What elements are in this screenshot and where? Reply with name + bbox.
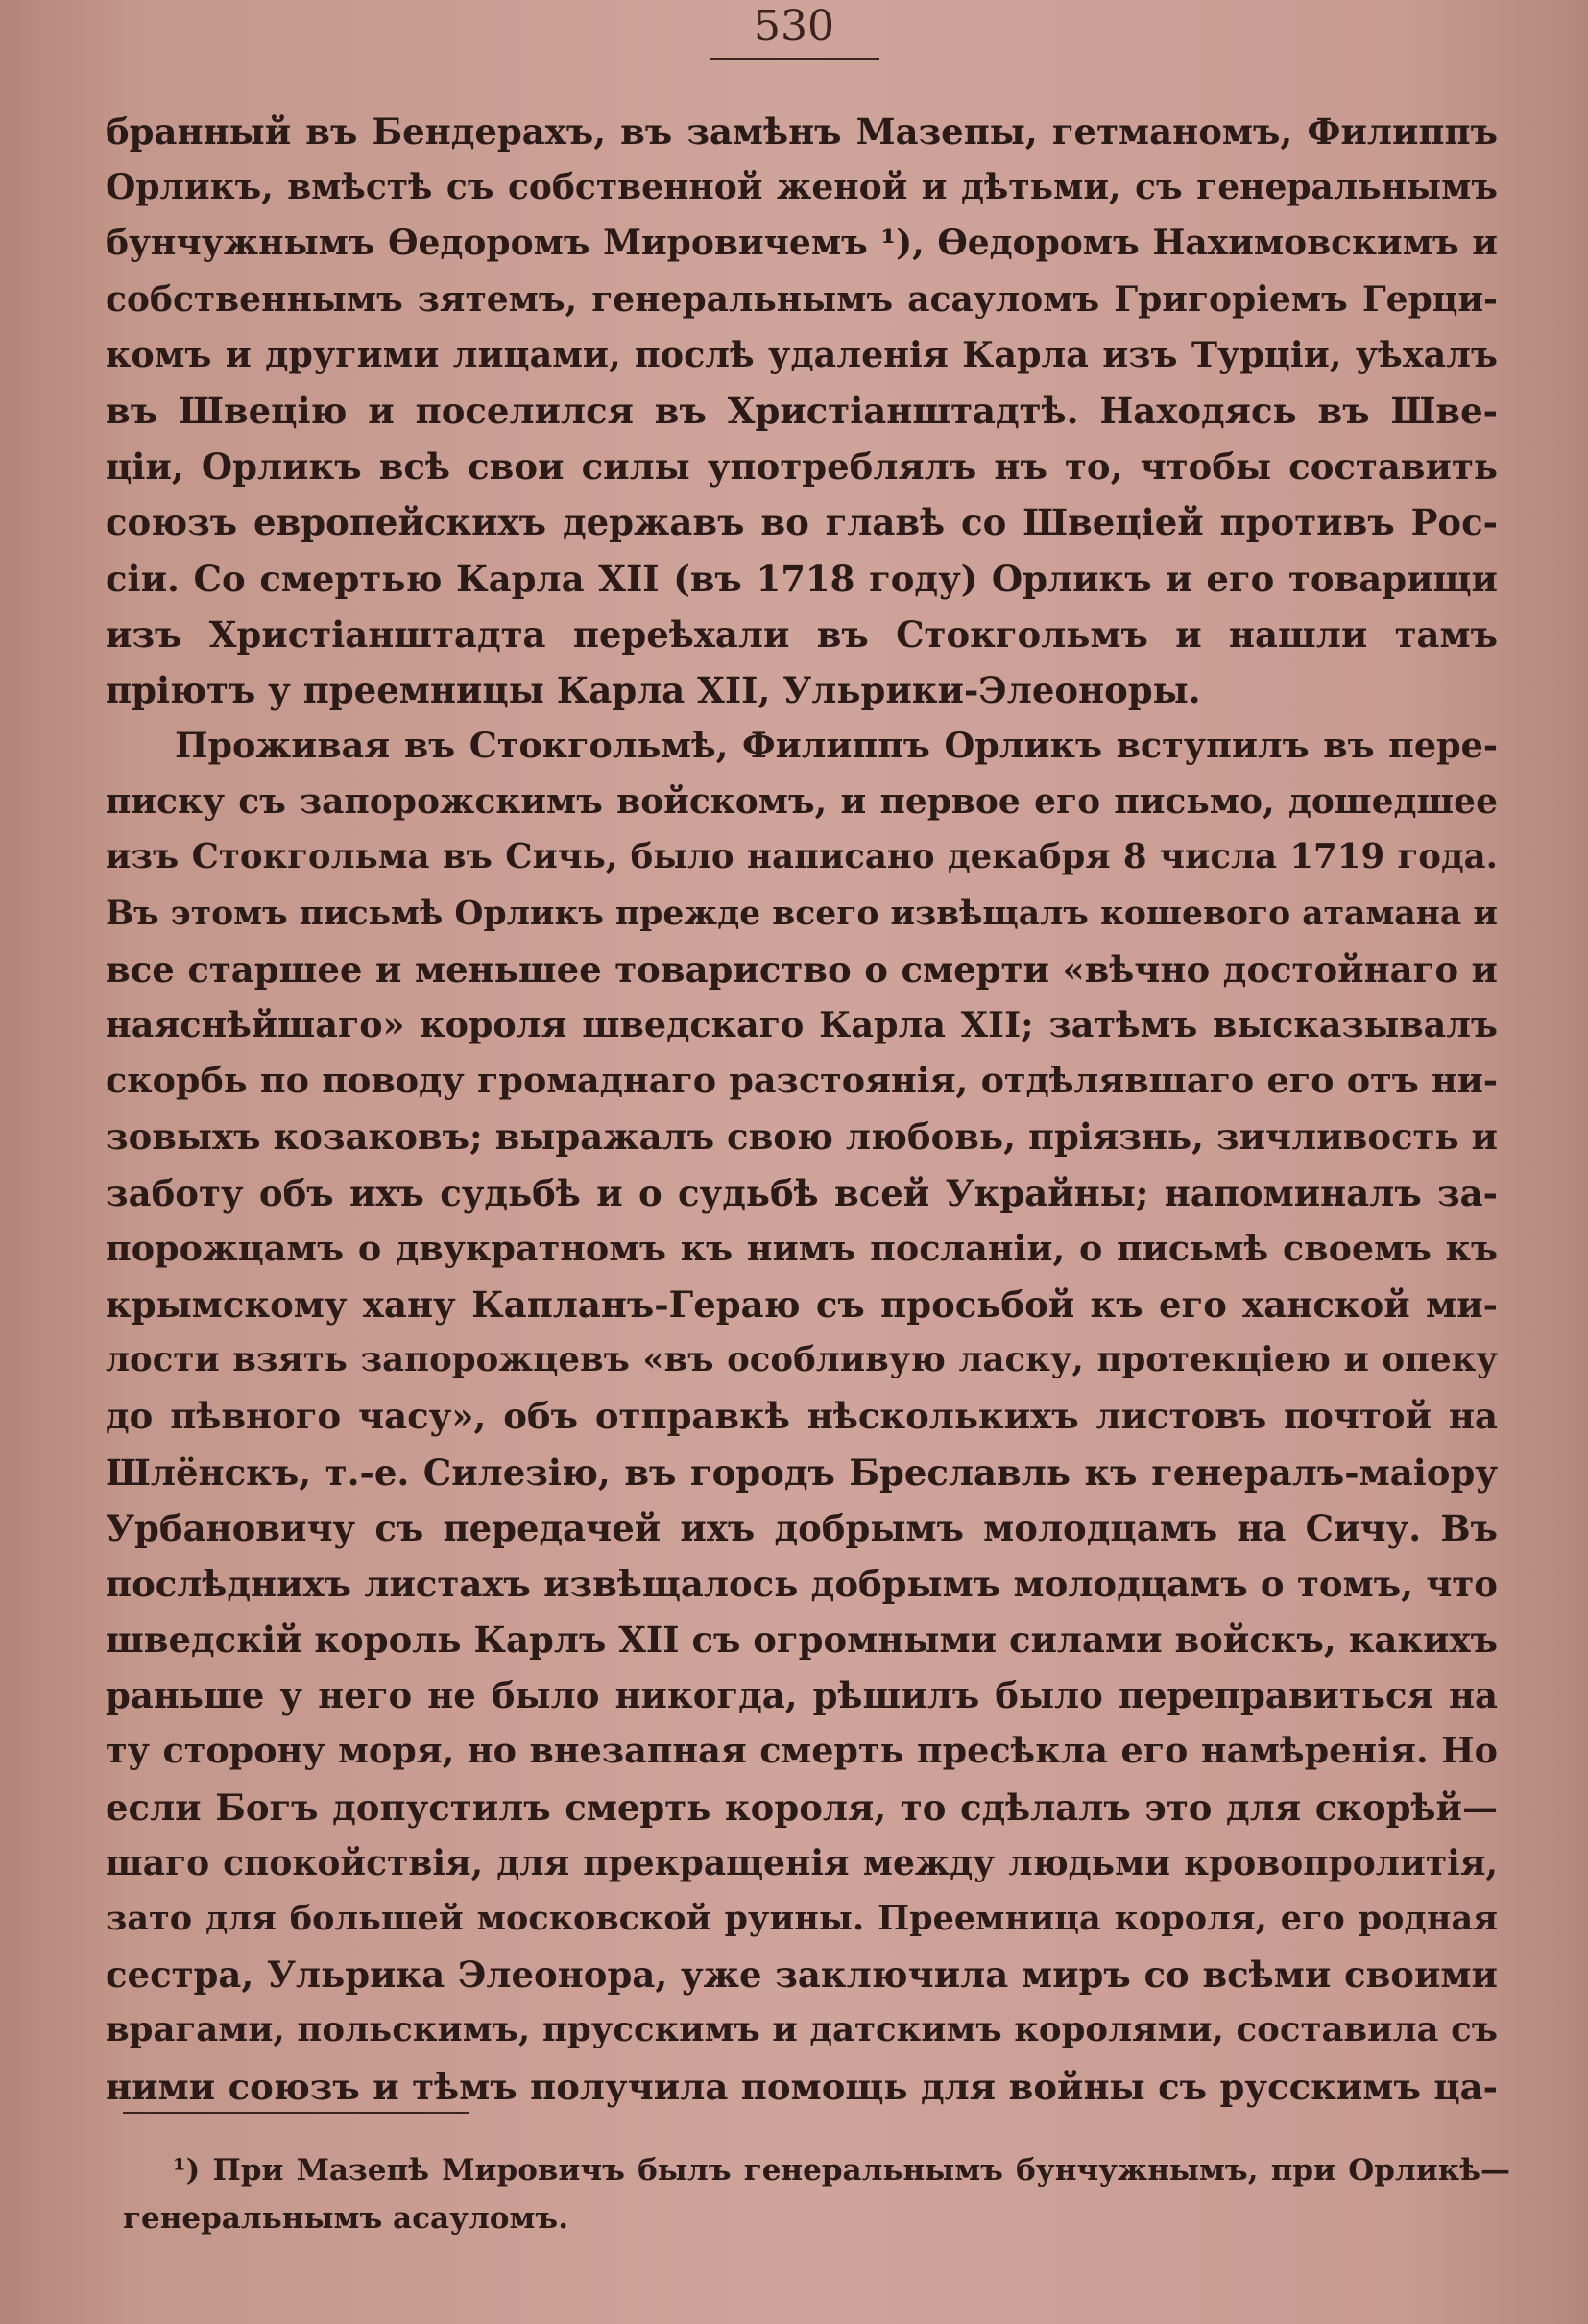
text-line: бунчужнымъ Ѳедоромъ Мировичемъ ¹), Ѳедоромъ Нахимовскимъ и bbox=[106, 223, 1498, 264]
text-line: раньше у него не было никогда, рѣшилъ было переправиться на bbox=[106, 1674, 1498, 1717]
text-line: зато для большей московской руины. Преемница короля, его родная bbox=[106, 1899, 1498, 1938]
text-line: лости взять запорожцевъ «въ особливую ласку, протекціею и опеку bbox=[106, 1340, 1498, 1380]
text-line: сіи. Со смертью Карла ХІІ (въ 1718 году) Орликъ и его товарищи bbox=[106, 557, 1498, 600]
text-line: бранный въ Бендерахъ, въ замѣнъ Мазепы, гетманомъ, Филиппъ bbox=[106, 110, 1498, 153]
paragraph-1 bbox=[106, 104, 1498, 718]
footnote-rule bbox=[123, 2112, 469, 2114]
text-line: писку съ запорожскимъ войскомъ, и первое его письмо, дошедшее bbox=[106, 781, 1498, 823]
footnote bbox=[123, 2146, 1510, 2242]
paragraph-2 bbox=[106, 718, 1498, 2115]
text-line: Орликъ, вмѣстѣ съ собственной женой и дѣтьми, съ генеральнымъ bbox=[106, 167, 1498, 208]
footnote-line: ¹) При Мазепѣ Мировичъ былъ генеральнымъ бунчужнымъ, при Орликѣ— bbox=[173, 2153, 1510, 2188]
page-number: 530 bbox=[754, 2, 834, 51]
text-line: врагами, польскимъ, прусскимъ и датскимъ королями, составила съ bbox=[106, 2010, 1498, 2050]
text-line: до пѣвного часу», объ отправкѣ нѣсколькихъ листовъ почтой на bbox=[106, 1395, 1498, 1438]
text-line: комъ и другими лицами, послѣ удаленія Карла изъ Турціи, уѣхалъ bbox=[106, 333, 1498, 375]
text-line: Въ этомъ письмѣ Орликъ прежде всего извѣщалъ кошевого атамана и bbox=[106, 894, 1498, 933]
text-line: зовыхъ козаковъ; выражалъ свою любовь, пріязнь, зичливость и bbox=[106, 1115, 1498, 1159]
text-line: изъ Стокгольма въ Сичь, было написано декабря 8 числа 1719 года. bbox=[106, 837, 1498, 877]
text-line: если Богъ допустилъ смерть короля, то сдѣлалъ это для скорѣй— bbox=[106, 1785, 1498, 1829]
footnote-line: генеральнымъ асауломъ. bbox=[123, 2201, 568, 2236]
text-line: Шлёнскъ, т.-е. Силезію, въ городъ Бреславль къ генералъ-маіору bbox=[106, 1450, 1498, 1494]
text-line: союзъ европейскихъ державъ во главѣ со Швеціей противъ Рос- bbox=[106, 501, 1498, 544]
text-line: ціи, Орликъ всѣ свои силы употреблялъ нъ то, чтобы составить bbox=[106, 445, 1498, 489]
text-line: шведскій король Карлъ ХІІ съ огромными силами войскъ, какихъ bbox=[106, 1618, 1498, 1662]
text-line: шаго спокойствія, для прекращенія между людьми кровопролитія, bbox=[106, 1842, 1498, 1883]
text-line: ту сторону моря, но внезапная смерть пресѣкла его намѣренія. Но bbox=[106, 1730, 1498, 1772]
text-line: заботу объ ихъ судьбѣ и о судьбѣ всей Украйны; напоминалъ за- bbox=[106, 1171, 1498, 1214]
text-line: крымскому хану Капланъ-Гераю съ просьбой къ его ханской ми- bbox=[106, 1282, 1498, 1326]
text-line: Урбановичу съ передачей ихъ добрымъ молодцамъ на Сичу. Въ bbox=[106, 1506, 1498, 1549]
text-line: скорбь по поводу громаднаго разстоянія, отдѣлявшаго его отъ ни- bbox=[106, 1060, 1498, 1102]
text-line: изъ Христіанштадта переѣхали въ Стокгольмъ и нашли тамъ bbox=[106, 612, 1498, 656]
text-line: все старшее и меньшее товариство о смерти «вѣчно достойнаго и bbox=[106, 947, 1498, 991]
header-rule bbox=[710, 58, 879, 60]
text-line: сестра, Ульрика Элеонора, уже заключила миръ со всѣми своими bbox=[106, 1953, 1498, 1997]
text-line: наяснѣйшаго» короля шведскаго Карла ХІІ; затѣмъ высказывалъ bbox=[106, 1004, 1498, 1045]
text-line: ними союзъ и тѣмъ получила помощь для войны съ русскимъ ца- bbox=[106, 2065, 1498, 2108]
text-line: собственнымъ зятемъ, генеральнымъ асауломъ Григоріемъ Герци- bbox=[106, 278, 1498, 320]
text-line: Проживая въ Стокгольмѣ, Филиппъ Орликъ вступилъ въ пере- bbox=[175, 725, 1498, 767]
body-text bbox=[106, 104, 1498, 2115]
text-line: пріютъ у преемницы Карла ХІІ, Ульрики-Элеоноры. bbox=[106, 668, 1201, 711]
text-line: послѣднихъ листахъ извѣщалось добрымъ молодцамъ о томъ, что bbox=[106, 1562, 1498, 1605]
text-line: порожцамъ о двукратномъ къ нимъ посланіи, о письмѣ своемъ къ bbox=[106, 1227, 1498, 1269]
text-line: въ Швецію и поселился въ Христіанштадтѣ. Находясь въ Шве- bbox=[106, 389, 1498, 432]
